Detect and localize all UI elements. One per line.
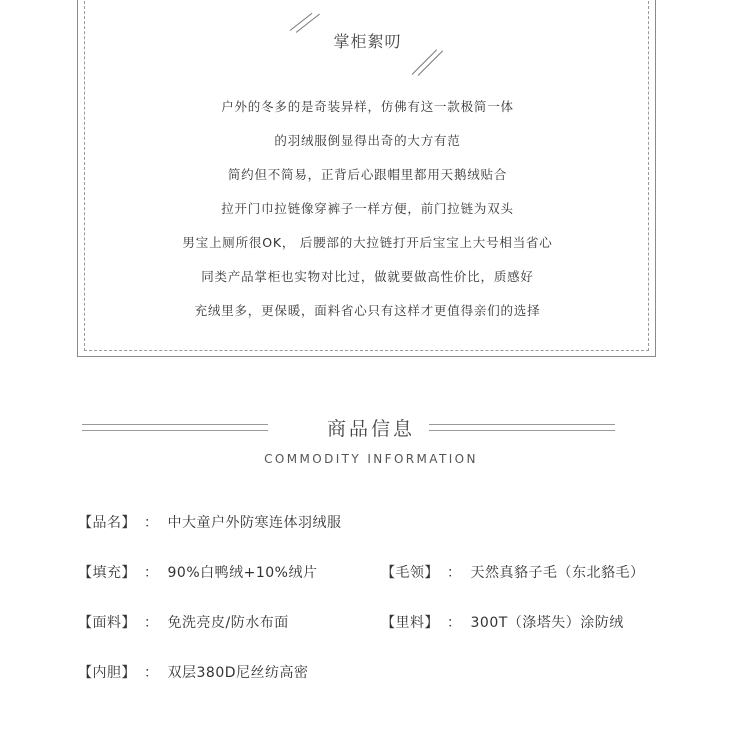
spec-separator: ： <box>447 615 462 631</box>
spec-name <box>78 512 342 532</box>
spec-separator: ： <box>447 565 462 581</box>
note-line-3: 简约但不简易，正背后心跟帽里都用天鹅绒贴合 <box>227 167 508 182</box>
shopkeeper-note-box <box>77 0 656 357</box>
spec-name-value: 中大童户外防寒连体羽绒服 <box>167 515 342 531</box>
spec-filling-value: 90%白鸭绒+10%绒片 <box>167 565 318 581</box>
section-rule-right <box>429 424 615 431</box>
spec-filling-key: 【填充】 <box>78 565 136 581</box>
section-title: 商品信息 <box>326 418 415 440</box>
spec-inner-value: 双层380D尼丝纺高密 <box>167 665 309 681</box>
note-line-1: 户外的冬多的是奇装异样，仿佛有这一款极简一体 <box>221 99 514 114</box>
spec-collar-key: 【毛领】 <box>381 565 439 581</box>
note-line-5: 男宝上厕所很OK， 后腰部的大拉链打开后宝宝上大号相当省心 <box>182 235 553 250</box>
spec-separator: ： <box>144 515 159 531</box>
spec-inner <box>78 662 309 682</box>
spec-lining-value: 300T（涤塔失）涂防绒 <box>470 615 624 631</box>
spec-collar-value: 天然真貉子毛（东北貉毛） <box>470 565 645 581</box>
note-line-2: 的羽绒服倒显得出奇的大方有范 <box>274 133 461 148</box>
note-line-6: 同类产品掌柜也实物对比过，做就要做高性价比，质感好 <box>201 269 534 284</box>
spec-fabric <box>78 612 289 632</box>
spec-name-key: 【品名】 <box>78 515 136 531</box>
spec-fabric-value: 免洗亮皮/防水布面 <box>167 615 289 631</box>
note-title: 掌柜絮叨 <box>333 32 402 51</box>
spec-separator: ： <box>144 665 159 681</box>
spec-collar <box>381 562 645 582</box>
spec-inner-key: 【内胆】 <box>78 665 136 681</box>
spec-fabric-key: 【面料】 <box>78 615 136 631</box>
spec-separator: ： <box>144 615 159 631</box>
note-line-4: 拉开门巾拉链像穿裤子一样方便，前门拉链为双头 <box>221 201 514 216</box>
section-subtitle: COMMODITY INFORMATION <box>264 452 478 466</box>
note-line-7: 充绒里多，更保暖，面料省心只有这样才更值得亲们的选择 <box>194 303 541 318</box>
spec-lining <box>381 612 624 632</box>
spec-lining-key: 【里料】 <box>381 615 439 631</box>
spec-filling <box>78 562 317 582</box>
spec-separator: ： <box>144 565 159 581</box>
